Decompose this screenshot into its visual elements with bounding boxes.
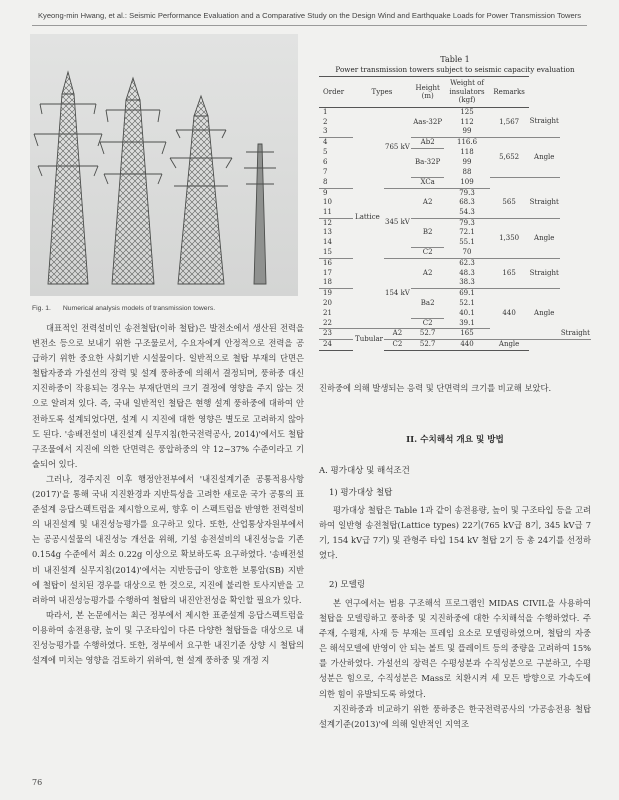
- table-cell: Ba-32P: [411, 148, 445, 177]
- section-title: II. 수치해석 개요 및 방법: [406, 435, 504, 445]
- table-cell: 20: [323, 298, 332, 307]
- paragraph: 따라서, 본 논문에서는 최근 정부에서 제시한 표준설계 응답스펙트럼을 이용하여 송전용량, 높이 및 구조타입이 다른 다양한 철탑들을 대상으로 내진성능평가를 수행하였다. 또한, 정부에서 요구한 내진기준 상향 시 철탑의 설계에 미치는 영향을 검토하기 위하여, 현 설계 풍하중 및 개정 지: [32, 609, 304, 666]
- left-column: [32, 321, 304, 668]
- paragraph: 그러나, 경주지진 이후 행정안전부에서 '내진설계기준 공통적용사항(2017)'을 통해 국내 지진환경과 지반특성을 고려한 새로운 국가 공통의 표준설계 응답스펙트럼을 제시함으로써, 향후 이 스펙트럼을 반영한 전력설비의 내진설계 및 내진성능평가를 요구하고 있다. 또한, 산업통상자원부에서는 공공시설물의 내진성능 개선을 위해, 기설 송전설비의 내진성능을 기존 0.154g 수준에서 최소 0.22g 이상으로 확보하도록 요구하였다. '송배전설비 내진설계 실무지침(2014)'에서는 지반등급이 양호한 보통암(SB) 지반에 철탑이 설치된 경우를 대상으로 한 것으로, 지진에 불리한 토사지반을 고려하여 내진성능평가를 수행하여 철탑의 내진안전성을 확인할 필요가 있다.: [32, 473, 304, 605]
- table-cell: 62.3: [459, 259, 475, 268]
- table-cell: 79.3: [459, 188, 475, 197]
- table-cell: 154 kV: [384, 259, 411, 329]
- table-cell: 21: [323, 308, 332, 317]
- table-cell: A2: [384, 329, 411, 340]
- table-cell: 39.1: [444, 318, 489, 329]
- table-cell: 79.3: [459, 218, 475, 227]
- table-cell: Tubular: [355, 335, 383, 344]
- paragraph-block-1: [319, 503, 591, 563]
- table-cell: 6: [323, 158, 328, 167]
- table-cell: 345 kV: [384, 188, 411, 258]
- table-cell: 72.1: [459, 228, 475, 237]
- table-cell: 1,350: [490, 218, 529, 258]
- table-cell: 125: [460, 108, 474, 116]
- table-cell: 118: [460, 148, 474, 157]
- table-cell: 15: [319, 248, 353, 259]
- table-cell: Angle: [490, 340, 529, 351]
- figure-label: Fig. 1.: [32, 305, 51, 312]
- table-cell: 55.1: [459, 238, 475, 247]
- table-number: Table 1: [440, 55, 470, 64]
- table-cell: 68.3: [459, 198, 475, 207]
- table-cell: 10: [323, 198, 332, 207]
- page-number: 76: [32, 778, 43, 787]
- table-cell: 109: [444, 177, 489, 188]
- table-cell: Straight: [529, 108, 560, 138]
- table-cell: Lattice: [353, 108, 384, 329]
- paragraph: 진하중에 의해 발생되는 응력 및 단면력의 크기를 비교해 보았다.: [319, 383, 552, 393]
- table-cell: 14: [323, 238, 332, 247]
- table-cell: 24: [319, 340, 353, 351]
- table-cell: 116.6: [456, 138, 478, 147]
- paragraph: 대표적인 전력설비인 송전철탑(이하 철탑)은 발전소에서 생산된 전력을 변전소 등으로 보내기 위한 구조물로서, 수요자에게 안정적으로 전력을 공급하기 위한 중요한 사회기반 시설물이다. 일반적으로 철탑 부재의 단면은 철탑자중과 가설선의 장력 및 설계 풍하중에 의해서 결정되며, 풍하중 대신 지진하중이 작용되는 경우는 부재단면의 크기 결정에 영향을 주지 않는 것으로 알려져 있다. 즉, 국내 일반적인 철탑은 현행 설계 풍하중에 대하여 안전하도록 설계되었다면, 설계 시 지진에 대한 영향은 별도로 고려하지 않아도 된다. '송배전설비 내진설계 실무지침(한국전력공사, 2014)'에서도 철탑 구조물에서 지진에 의한 단면력은 풍압하중의 약 12~37% 수준이라고 기술되어 있다.: [32, 323, 304, 469]
- table-cell: C2: [411, 318, 445, 329]
- table-cell: 69.1: [459, 289, 475, 298]
- table-cell: 765 kV: [384, 108, 411, 189]
- table-cell: Straight: [529, 259, 560, 289]
- table-cell: 54.3: [444, 208, 489, 218]
- subsubsection-title: 1) 평가대상 철탑: [329, 488, 393, 498]
- table-row: [319, 108, 591, 118]
- table-cell: 440: [444, 340, 489, 351]
- table-cell: 52.1: [459, 298, 475, 307]
- paragraph: 본 연구에서는 범용 구조해석 프로그램인 MIDAS CIVIL을 사용하여 철탑을 모델링하고 풍하중 및 지진하중에 대한 수치해석을 수행하였다. 주주재, 수평재, 사재 등 부재는 프레임 요소로 모델링하였으며, 철탑의 자중은 해석모델에 반영이 안 되는 볼트 및 플레이트 등의 중량을 고려하여 15%를 가산하였다. 가설선의 장력은 수평성분과 수직성분으로 구분하고, 수평성분은 힘으로, 수직성분은 Mass로 치환시켜 세 모든 방향으로 가속도에 의한 힘이 유발되도록 하였다.: [319, 598, 591, 699]
- table-cell: 12: [323, 218, 332, 227]
- table-cell: 52.7: [411, 340, 445, 351]
- table-cell: 440: [490, 289, 529, 340]
- table-cell: 16: [323, 259, 332, 268]
- table-cell: 13: [323, 228, 332, 237]
- col-types: Types: [353, 77, 411, 108]
- table-cell: 40.1: [459, 308, 475, 317]
- table-cell: 18: [319, 278, 353, 288]
- subsection-title: A. 평가대상 및 해석조건: [319, 466, 410, 476]
- subsubsection-title: 2) 모델링: [329, 580, 366, 590]
- table-cell: Aas-32P: [411, 108, 445, 138]
- table-cell: 70: [444, 248, 489, 259]
- table-cell: A2: [411, 259, 445, 289]
- table-1: [319, 55, 591, 351]
- table-cell: C2: [411, 248, 445, 259]
- table-cell: 5,652: [490, 138, 529, 178]
- table-body: [319, 108, 591, 351]
- table-cell: Ba2: [411, 289, 445, 319]
- table-cell: 112: [460, 117, 474, 126]
- table-cell: 19: [323, 289, 332, 298]
- col-height: Height (m): [411, 77, 445, 108]
- table-cell: 565: [490, 188, 529, 218]
- table-cell: 165: [490, 259, 529, 289]
- towers-table: [319, 76, 591, 351]
- tower-models-drawing: [30, 34, 298, 296]
- table-cell: 22: [319, 318, 353, 329]
- table-cell: Straight: [560, 329, 591, 340]
- table-cell: Angle: [529, 218, 560, 258]
- table-cell: A2: [411, 188, 445, 218]
- table-cell: 23: [319, 329, 353, 340]
- table-cell: B2: [411, 218, 445, 248]
- table-cell: 1: [323, 108, 328, 116]
- table-cell: 7: [323, 167, 328, 176]
- table-cell: 52.7: [411, 329, 445, 340]
- table-cell: 5: [323, 148, 328, 157]
- paragraph: 평가대상 철탑은 Table 1과 같이 송전용량, 높이 및 구조타입 등을 고려하여 일반형 송전철탑(Lattice types) 22기(765 kV급 8기, 345 kV급 7기, 154 kV급 7기) 및 관형주 타입 154 kV 철탑 2기 등 총 24기를 선정하였다.: [319, 505, 591, 561]
- paragraph: 지진하중과 비교하기 위한 풍하중은 한국전력공사의 '가공송전용 철탑 설계기준(2013)'에 의해 일반적인 지역조: [319, 703, 591, 729]
- table-cell: Straight: [529, 188, 560, 218]
- table-cell: 3: [319, 127, 353, 137]
- table-cell: Angle: [529, 289, 560, 340]
- header-rule: [32, 25, 587, 26]
- figure-caption-text: Numerical analysis models of transmission towers.: [62, 305, 216, 312]
- table-cell: 11: [319, 208, 353, 218]
- table-cell: 165: [444, 329, 489, 340]
- table-cell: C2: [384, 340, 411, 351]
- table-cell: 9: [323, 188, 328, 197]
- table-cell: 99: [462, 158, 472, 167]
- table-title: Power transmission towers subject to seismic capacity evaluation: [335, 65, 575, 74]
- running-head: Kyeong-min Hwang, et al.: Seismic Performance Evaluation and a Comparative Study on the Design Wind and Earthquake Loads for Power Transmission Towers: [37, 11, 582, 20]
- table-cell: Ab2: [411, 138, 445, 149]
- right-column-continued: [319, 381, 591, 396]
- table-cell: 17: [323, 268, 332, 277]
- table-cell: 4: [323, 138, 328, 147]
- table-cell: 1,567: [490, 108, 529, 138]
- table-cell: Angle: [529, 138, 560, 178]
- table-cell: 48.3: [459, 268, 475, 277]
- table-cell: 99: [444, 127, 489, 137]
- col-order: Order: [319, 77, 353, 108]
- table-cell: 8: [319, 177, 353, 188]
- col-weight: Weight of insulators (kgf): [444, 77, 489, 108]
- table-cell: 88: [462, 167, 472, 176]
- table-cell: XCa: [411, 177, 445, 188]
- col-remarks: Remarks: [490, 77, 529, 108]
- table-cell: 2: [323, 117, 328, 126]
- table-cell: 38.3: [444, 278, 489, 288]
- paragraph-block-2: [319, 596, 591, 732]
- figure-transmission-tower-models: [30, 34, 298, 296]
- figure-caption: [32, 305, 302, 312]
